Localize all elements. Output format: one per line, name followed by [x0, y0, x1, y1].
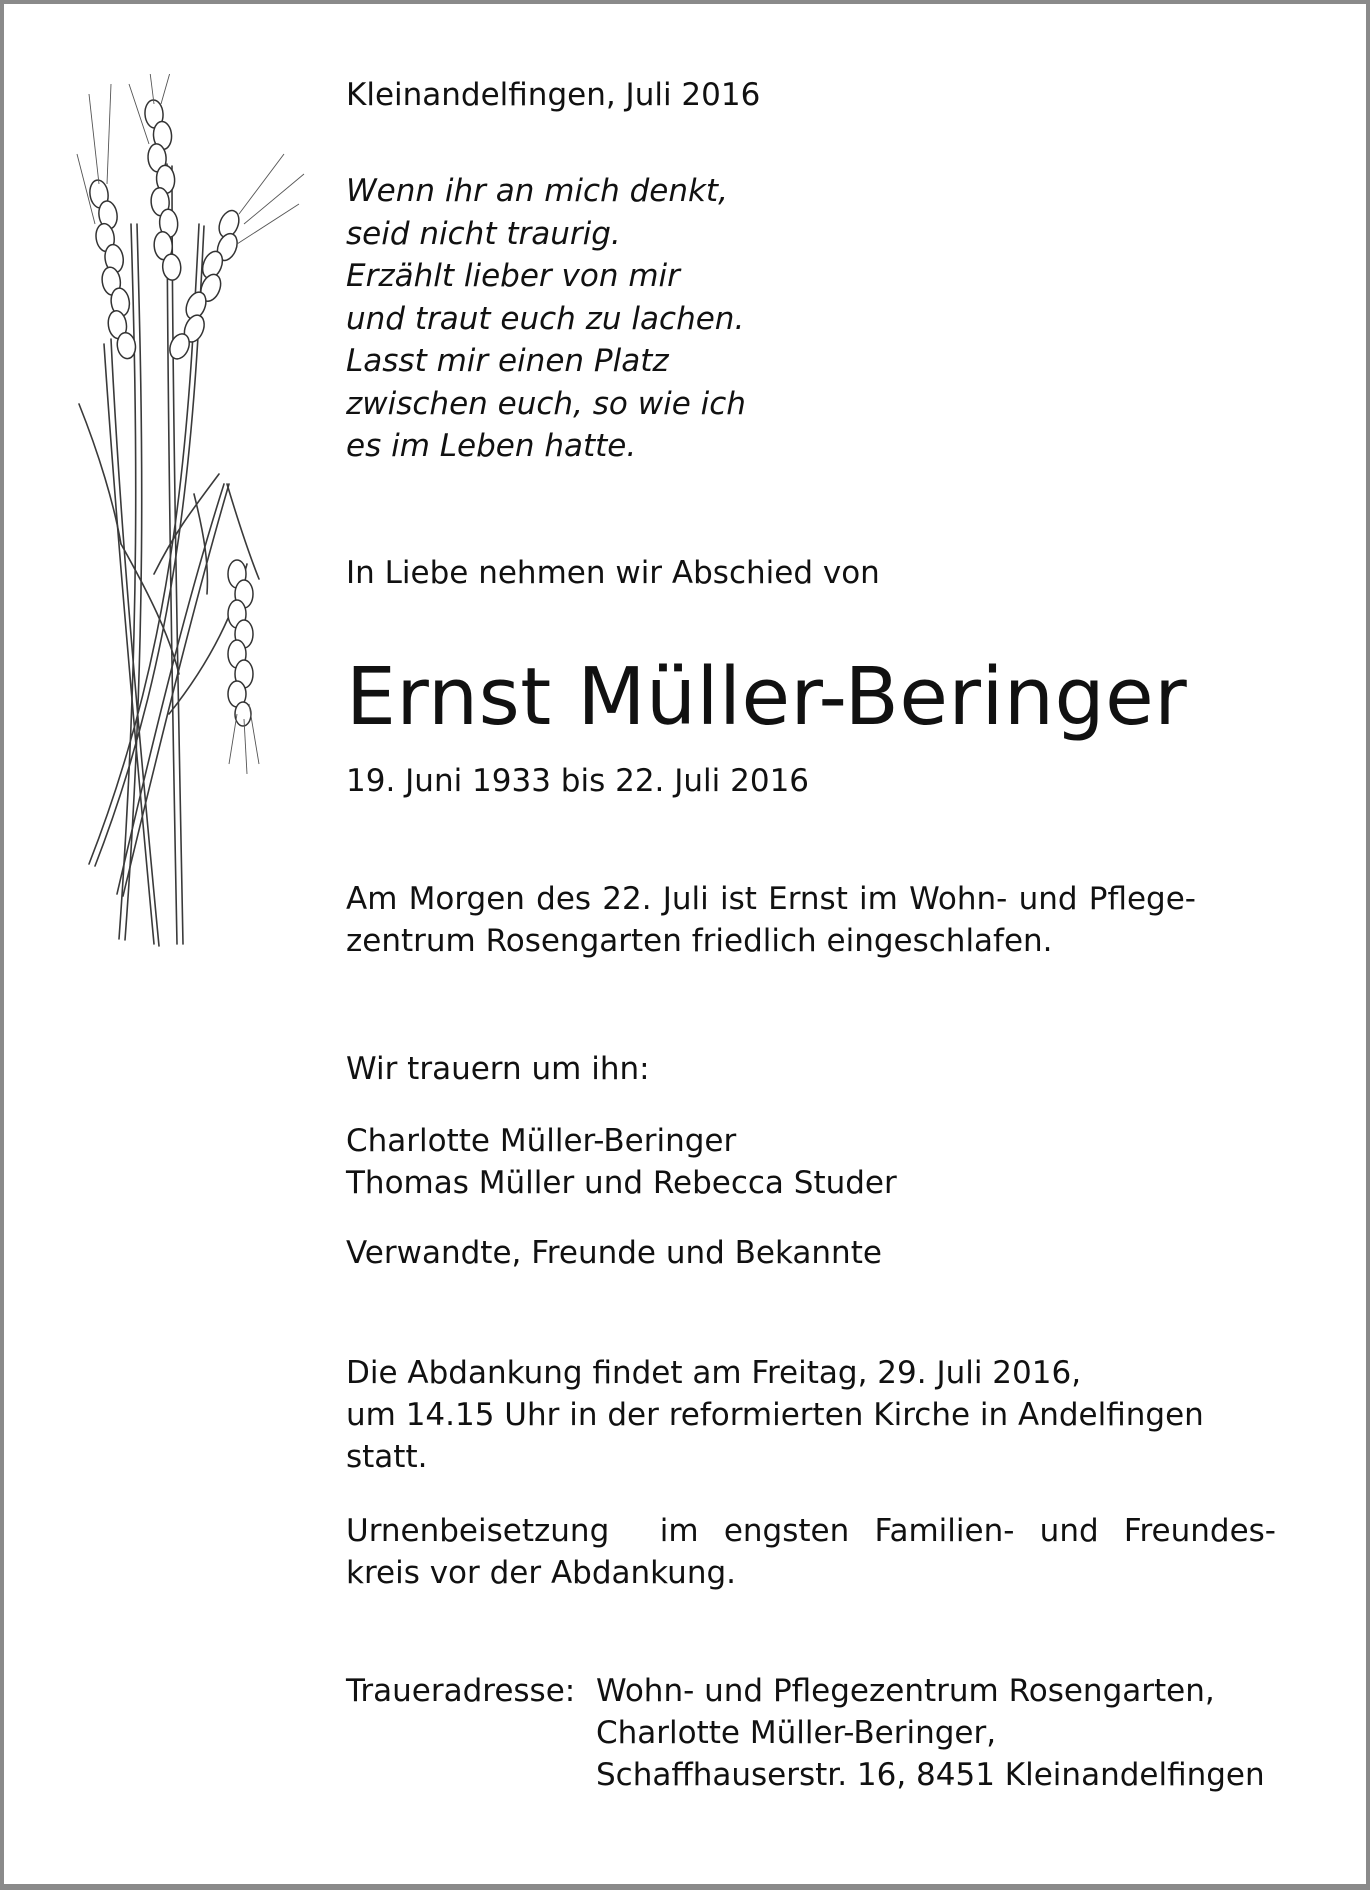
mourners-intro: Wir trauern um ihn:	[346, 1051, 650, 1087]
deceased-name: Ernst Müller-Beringer	[346, 651, 1188, 743]
life-dates: 19. Juni 1933 bis 22. Juli 2016	[346, 763, 810, 799]
wheat-stalks-icon	[59, 74, 319, 954]
burial-line: Urnenbeisetzung im engsten Familien- und Freundes-	[346, 1513, 1276, 1549]
mourner-name: Charlotte Müller-Beringer	[346, 1123, 737, 1159]
service-line: Die Abdankung findet am Freitag, 29. Juli 2016,	[346, 1355, 1082, 1391]
burial-info	[346, 1510, 1276, 1594]
death-notice-line: zentrum Rosengarten friedlich eingeschlafen.	[346, 923, 1053, 959]
poem-line: es im Leben hatte.	[346, 428, 637, 464]
death-notice-line: Am Morgen des 22. Juli ist Ernst im Wohn- und Pflege-	[346, 881, 1196, 917]
poem-line: Erzählt lieber von mir	[346, 258, 680, 294]
service-info	[346, 1352, 1276, 1478]
address-lines	[596, 1670, 1265, 1796]
service-line: um 14.15 Uhr in der reformierten Kirche in Andelfingen	[346, 1397, 1204, 1433]
poem-line: Wenn ihr an mich denkt,	[346, 173, 728, 209]
death-notice	[346, 878, 1196, 962]
mourning-address	[346, 1670, 1276, 1800]
address-line: Wohn- und Pflegezentrum Rosengarten,	[596, 1673, 1215, 1709]
poem-line: seid nicht traurig.	[346, 215, 621, 252]
relatives: Verwandte, Freunde und Bekannte	[346, 1235, 882, 1271]
service-line: statt.	[346, 1439, 428, 1475]
mourner-name: Thomas Müller und Rebecca Studer	[346, 1165, 897, 1201]
poem	[346, 170, 1276, 468]
mourners-list	[346, 1120, 1276, 1204]
poem-line: Lasst mir einen Platz	[346, 343, 669, 379]
burial-line: kreis vor der Abdankung.	[346, 1555, 736, 1591]
place-date: Kleinandelfingen, Juli 2016	[346, 77, 761, 113]
farewell-intro: In Liebe nehmen wir Abschied von	[346, 555, 880, 591]
address-label: Traueradresse:	[346, 1673, 576, 1709]
poem-line: und traut euch zu lachen.	[346, 300, 745, 337]
address-line: Schaffhauserstr. 16, 8451 Kleinandelfingen	[596, 1757, 1265, 1793]
address-line: Charlotte Müller-Beringer,	[596, 1715, 997, 1751]
poem-line: zwischen euch, so wie ich	[346, 385, 746, 422]
